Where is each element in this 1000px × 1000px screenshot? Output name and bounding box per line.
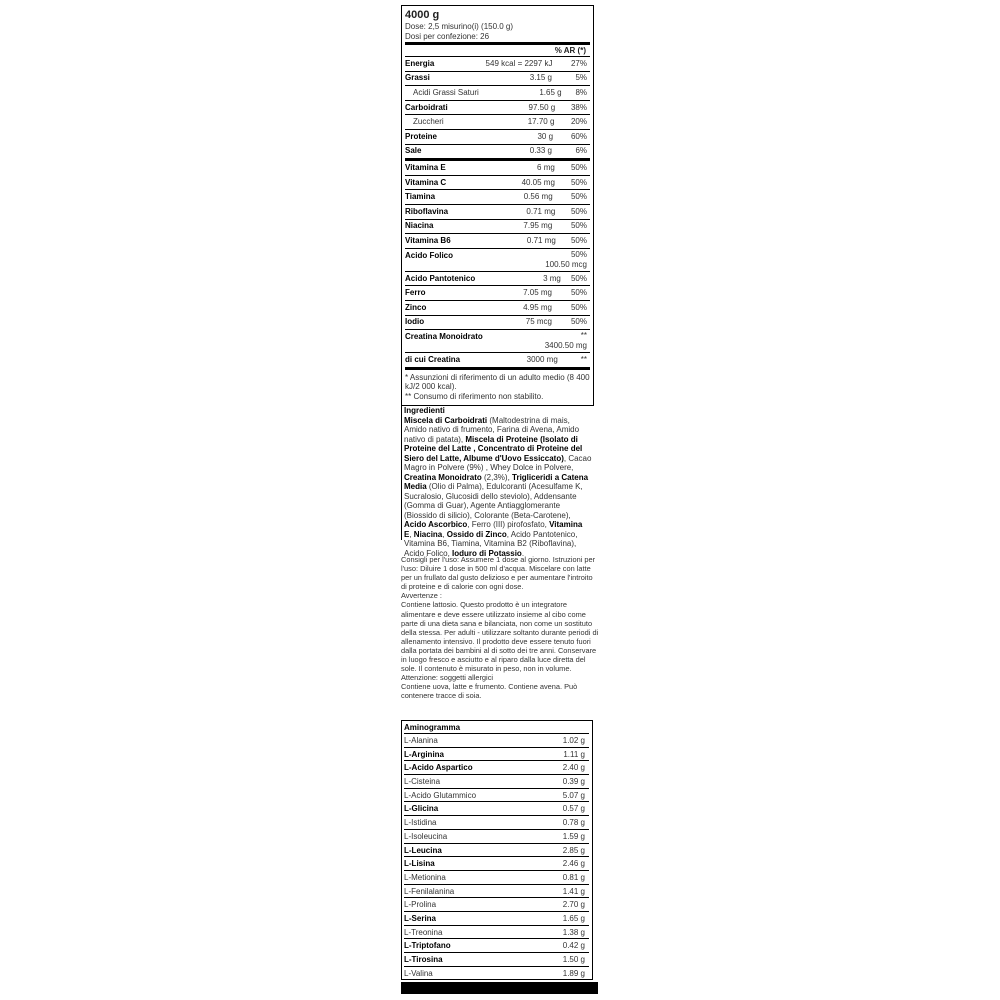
- nutrient-value: 75 mcg: [525, 317, 552, 327]
- ingredient-bold: Ossido di Zinco: [446, 529, 507, 539]
- nutrient-pct: 20%: [570, 117, 587, 127]
- amino-value: 0.42 g: [562, 941, 585, 951]
- nutrient-name: Niacina: [405, 221, 434, 231]
- amino-name: L-Tirosina: [404, 955, 443, 964]
- nutrient-row: [405, 205, 590, 220]
- nutrient-pct: 60%: [570, 131, 587, 141]
- amino-row: [404, 761, 589, 775]
- amino-value: 2.70 g: [562, 900, 585, 910]
- nutrient-value: 30 g: [537, 131, 554, 141]
- nutrient-name: Zuccheri: [413, 117, 444, 127]
- nutrient-pct: 50%: [570, 249, 587, 259]
- usage-paragraph: Contiene uova, latte e frumento. Contiene avena. Può contenere tracce di soia.: [401, 682, 578, 701]
- amino-name: L-Leucina: [404, 845, 442, 855]
- nutrient-value: 3.15 g: [529, 73, 552, 83]
- ingredient-bold: Vitamina E: [404, 520, 583, 539]
- nutrient-name: Acido Pantotenico: [405, 273, 476, 283]
- amino-row: [404, 885, 589, 899]
- amino-row: [404, 926, 589, 940]
- amino-value: 5.07 g: [562, 790, 585, 800]
- nutrient-value: 7.95 mg: [523, 221, 553, 231]
- ingredient-bold: Trigliceridi a Catena Media: [404, 472, 589, 491]
- ingredient-bold: Acido Ascorbico: [404, 520, 468, 529]
- nutrient-rows: [405, 57, 593, 249]
- nutrient-value: 4.95 mg: [523, 302, 552, 312]
- nutrient-row: [405, 57, 590, 72]
- amino-row: [404, 775, 589, 789]
- amino-row: [404, 802, 589, 816]
- amino-name: L-Lisina: [404, 859, 435, 869]
- nutrient-pct: 50%: [570, 273, 587, 283]
- nutrition-table: [401, 5, 594, 406]
- nutrient-name: Vitamina C: [405, 177, 447, 187]
- amino-value: 0.39 g: [562, 777, 585, 787]
- nutrient-value: 0.56 mg: [523, 192, 553, 202]
- ingredient-bold: Ioduro di Potassio: [452, 548, 522, 558]
- amino-name: L-Alanina: [404, 736, 438, 745]
- footnotes: [405, 370, 593, 406]
- nutrient-name: Proteine: [405, 131, 438, 141]
- nutrient-row: [405, 115, 590, 130]
- nutrient-row: [405, 316, 590, 331]
- nutrient-pct: 50%: [570, 192, 587, 202]
- amino-value: 0.81 g: [562, 872, 585, 882]
- nutrient-value: 97.50 g: [528, 102, 556, 112]
- amino-row: [404, 871, 589, 885]
- aminogram-heading: Aminogramma: [404, 721, 589, 734]
- nutrient-row: [405, 190, 590, 205]
- ingredients-text: [401, 416, 592, 559]
- ingredient-text: .: [521, 548, 525, 558]
- nutrient-row: [405, 220, 590, 235]
- nutrient-name: Ferro: [405, 288, 426, 298]
- ingredients-section: [401, 405, 592, 558]
- amino-value: 0.78 g: [562, 818, 585, 828]
- usage-paragraph: Avvertenze :: [401, 591, 442, 601]
- nutrient-value: 3 mg: [543, 273, 561, 283]
- amino-name: L-Valina: [404, 968, 433, 978]
- nutrient-row: [405, 145, 590, 162]
- nutrient-name: Acidi Grassi Saturi: [413, 88, 479, 98]
- dose-info: Dose: 2,5 misurino(i) (150.0 g): [405, 22, 514, 31]
- nutrient-row: [405, 272, 590, 287]
- package-weight: 4000 g: [405, 9, 440, 21]
- nutrient-value: 3000 mg: [526, 354, 558, 364]
- nutrient-pct: 50%: [570, 221, 587, 231]
- nutrient-name: Grassi: [405, 73, 430, 83]
- nutrient-name: Carboidrati: [405, 102, 448, 112]
- amino-name: L-Triptofano: [404, 941, 451, 951]
- bottom-black-bar: [401, 982, 598, 994]
- nutrient-name: Vitamina E: [405, 162, 446, 172]
- nutrient-row: [405, 130, 590, 145]
- amino-value: 1.11 g: [563, 749, 585, 759]
- nutrient-row: [405, 234, 590, 249]
- nutrient-row: [405, 176, 590, 191]
- amino-name: L-Prolina: [404, 900, 437, 910]
- amino-value: 1.59 g: [562, 831, 585, 841]
- amino-name: L-Istidina: [404, 818, 437, 828]
- ingredient-text: , Ferro (III) pirofosfato,: [467, 520, 550, 529]
- amino-row: [404, 844, 589, 858]
- nutrient-pct: 38%: [570, 102, 587, 112]
- nutrient-value: 0.33 g: [529, 146, 552, 156]
- nutrient-name: Zinco: [405, 302, 427, 312]
- nutrient-pct: 50%: [570, 206, 587, 216]
- amino-row: [404, 748, 589, 762]
- nutrient-pct: 27%: [570, 58, 587, 68]
- nutrient-name: Energia: [405, 58, 435, 68]
- acido-folico-row: [405, 249, 590, 272]
- nutrient-pct: 50%: [570, 177, 587, 187]
- footnote-1: * Assunzioni di riferimento di un adulto medio (8 400 kJ/2 000 kcal).: [405, 372, 590, 392]
- nutrient-value: 3400.50 mg: [544, 341, 587, 351]
- nutrient-row: [405, 72, 590, 87]
- amino-row: [404, 789, 589, 803]
- nutrient-name: di cui Creatina: [405, 354, 461, 364]
- amino-value: 1.02 g: [562, 736, 585, 745]
- amino-value: 2.85 g: [562, 845, 585, 855]
- ingredients-heading: Ingredienti: [404, 406, 445, 415]
- nutrient-rows-b: [405, 272, 593, 330]
- nutrient-value: 549 kcal = 2297 kJ: [485, 58, 553, 68]
- nutrient-pct: 50%: [570, 162, 587, 172]
- nutrient-value: 17.70 g: [527, 117, 555, 127]
- nutrient-name: Vitamina B6: [405, 235, 451, 245]
- ingredient-text: (Olio di Palma), Edulcoranti (Acesulfame K, Sucralosio, Glucosidi dello steviolo), Addensante (Gomma di Guar), Agente Antiagglomerante (Biossido di silicio), Colorante (Beta-Carotene),: [404, 482, 583, 520]
- amino-row: [404, 816, 589, 830]
- amino-row: [404, 912, 589, 926]
- ingredient-text: ,: [442, 529, 447, 539]
- nutrient-value: 100.50 mcg: [545, 259, 587, 269]
- nutrient-name: Acido Folico: [405, 250, 453, 260]
- ar-column-header: % AR (*): [405, 45, 590, 57]
- amino-name: L-Glicina: [404, 804, 439, 814]
- nutrient-pct: 50%: [570, 302, 587, 312]
- nutrient-row: [405, 286, 590, 301]
- amino-value: 1.41 g: [562, 886, 585, 896]
- nutrient-row: [405, 86, 590, 101]
- nutrient-value: 40.05 mg: [521, 177, 555, 187]
- nutrient-pct: 50%: [570, 288, 587, 298]
- amino-value: 1.50 g: [562, 955, 585, 964]
- amino-row: [404, 857, 589, 871]
- ingredient-bold: Niacina: [413, 529, 443, 539]
- amino-value: 1.65 g: [562, 913, 585, 923]
- nutrient-value: 1.65 g: [539, 87, 562, 97]
- amino-rows: [404, 734, 592, 979]
- nutrient-value: 0.71 mg: [526, 206, 556, 216]
- nutrient-pct: **: [580, 331, 587, 341]
- nutrient-pct: 8%: [575, 87, 587, 97]
- nutrient-row: [405, 301, 590, 316]
- usage-paragraph: Contiene lattosio. Questo prodotto è un integratore alimentare e deve essere utilizzato insieme al cibo come parte di una dieta sana e bilanciata, non come un sostituto della stessa. Per adulti - utilizzare soltanto durante periodi di allenamento intensivo. Il prodotto deve essere tenuto fuori dalla portata dei bambini al di sotto dei tre anni. Conservare in luogo fresco e asciutto e al riparo dalla luce diretta del sole. Il contenuto è misurato in peso, non in volume.: [401, 600, 599, 674]
- nutrient-pct: 5%: [575, 73, 587, 83]
- amino-value: 1.38 g: [562, 927, 585, 937]
- amino-row: [404, 898, 589, 912]
- nutrient-row: [405, 161, 590, 176]
- nutrient-row: [405, 101, 590, 116]
- nutrient-pct: 50%: [570, 317, 587, 327]
- aminogram-table: [401, 720, 593, 980]
- amino-value: 2.46 g: [562, 859, 585, 869]
- amino-value: 1.89 g: [562, 968, 585, 978]
- nutrient-pct: 6%: [575, 146, 587, 156]
- ingredient-text: (2,3%),: [481, 472, 513, 482]
- nutrient-name: Tiamina: [405, 192, 436, 202]
- creatina-row: [405, 330, 590, 353]
- amino-name: L-Metionina: [404, 872, 446, 882]
- amino-name: L-Cisteina: [404, 777, 441, 787]
- ingredient-text: (Maltodestrina di mais, Amido nativo di frumento, Farina di Avena, Amido nativo di patata),: [404, 415, 580, 444]
- ingredient-text: ,: [409, 529, 414, 539]
- footnote-2: ** Consumo di riferimento non stabilito.: [405, 391, 544, 401]
- ingredient-bold: Miscela di Carboidrati: [404, 415, 488, 425]
- nutrient-value: 6 mg: [537, 162, 555, 172]
- amino-row: [404, 939, 589, 953]
- amino-name: L-Arginina: [404, 749, 444, 759]
- amino-name: L-Isoleucina: [404, 831, 448, 841]
- nutrient-pct: **: [580, 354, 587, 364]
- ingredient-bold: Miscela di Proteine (Isolato di Proteine del Latte , Concentrato di Proteine del Siero del Latte, Albume d'Uovo Essiccato): [404, 434, 583, 463]
- usage-instructions: [401, 555, 599, 701]
- amino-name: L-Fenilalanina: [404, 886, 455, 896]
- amino-value: 0.57 g: [562, 804, 585, 814]
- nutrient-name: Iodio: [405, 317, 425, 327]
- amino-row: [404, 967, 589, 980]
- amino-name: L-Acido Aspartico: [404, 763, 473, 773]
- usage-paragraph: Attenzione: soggetti allergici: [401, 673, 494, 683]
- amino-value: 2.40 g: [562, 763, 585, 773]
- ingredient-text: , Acido Pantotenico, Vitamina B6, Tiamina, Vitamina B2 (Riboflavina), Acido Folico,: [404, 529, 578, 558]
- amino-name: L-Treonina: [404, 927, 443, 937]
- nutrient-pct: 50%: [570, 235, 587, 245]
- di-cui-creatina-row: [405, 353, 590, 370]
- ingredient-text: , Cacao Magro in Polvere (9%) , Whey Dolce in Polvere,: [404, 453, 592, 472]
- nutrient-value: 0.71 mg: [526, 235, 556, 245]
- nutrient-name: Riboflavina: [405, 206, 449, 216]
- amino-name: L-Serina: [404, 913, 437, 923]
- amino-row: [404, 953, 589, 967]
- ingredient-bold: Creatina Monoidrato: [404, 472, 482, 482]
- amino-row: [404, 734, 589, 748]
- usage-paragraph: Consigli per l'uso: Assumere 1 dose al giorno. Istruzioni per l'uso: Diluire 1 dose in 500 ml d'acqua. Miscelare con latte per un frullato dal gusto delizioso e per aumentare l'introito di proteine e di calorie con ogni dose.: [401, 555, 596, 592]
- amino-name: L-Acido Glutammico: [404, 790, 477, 800]
- amino-row: [404, 830, 589, 844]
- nutrient-name: Sale: [405, 146, 422, 156]
- nutrient-value: 7.05 mg: [523, 288, 552, 298]
- servings-info: Dosi per confezione: 26: [405, 31, 490, 41]
- nutrient-name: Creatina Monoidrato: [405, 332, 483, 342]
